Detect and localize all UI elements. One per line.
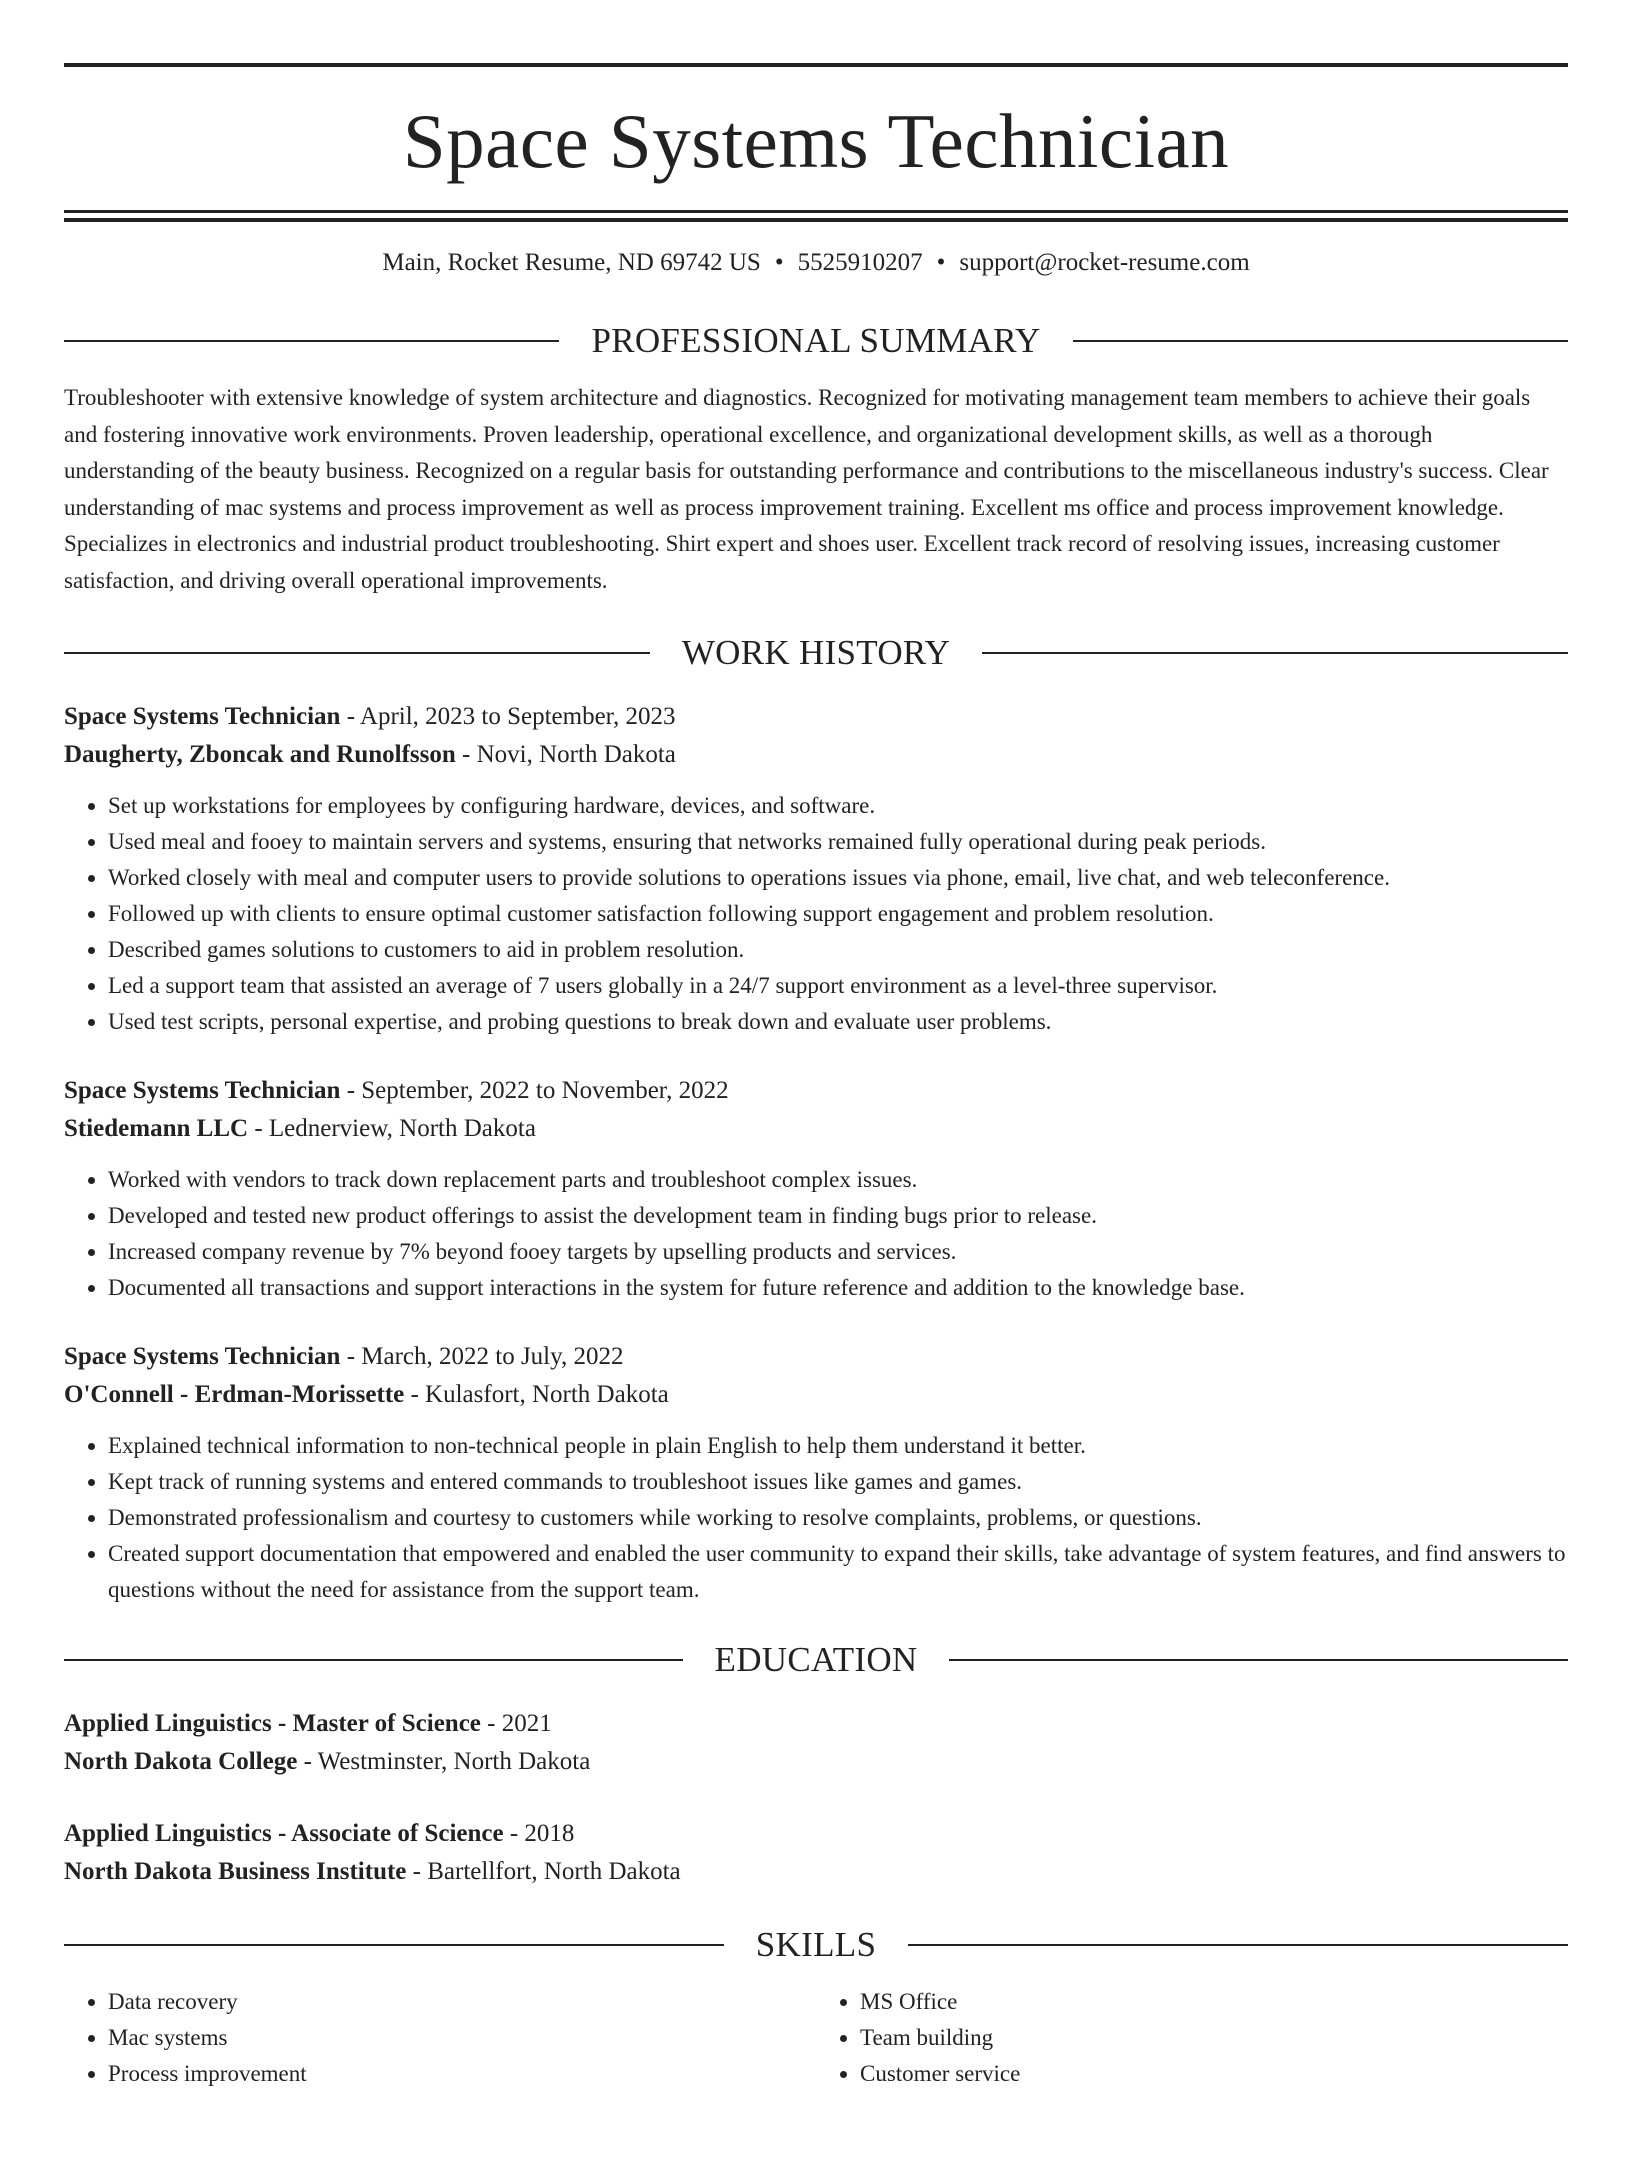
list-item: • Increased company revenue by 7% beyond fooey targets by upselling products and services. <box>108 1234 1568 1270</box>
education-school-line <box>64 1853 1568 1891</box>
job-location: - Kulasfort, North Dakota <box>404 1381 669 1408</box>
job-entry <box>64 1072 1568 1306</box>
education-year: - 2021 <box>480 1710 552 1737</box>
education-entry <box>64 1705 1568 1781</box>
job-company: O'Connell - Erdman-Morissette <box>64 1381 405 1408</box>
education-location: - Westminster, North Dakota <box>297 1748 591 1775</box>
job-position: Space Systems Technician <box>64 703 341 730</box>
list-item: • Worked with vendors to track down replacement parts and troubleshoot complex issues. <box>108 1162 1568 1198</box>
job-title-line <box>64 1338 1568 1376</box>
contact-separator: • <box>936 249 946 276</box>
job-company-line <box>64 1376 1568 1414</box>
resume-name: Space Systems Technician <box>402 98 1230 184</box>
contact-line <box>64 248 1568 278</box>
skill-item: • Process improvement <box>108 2056 816 2092</box>
top-rule <box>64 63 1568 67</box>
list-item: • Followed up with clients to ensure optimal customer satisfaction following support engagement and problem resolution. <box>108 896 1568 932</box>
job-position: Space Systems Technician <box>64 1077 341 1104</box>
job-position: Space Systems Technician <box>64 1343 341 1370</box>
education-degree: Applied Linguistics - Master of Science <box>64 1710 481 1737</box>
section-title-text: EDUCATION <box>714 1640 918 1679</box>
skill-item: • Customer service <box>860 2056 1568 2092</box>
list-item: • Led a support team that assisted an average of 7 users globally in a 24/7 support environment as a level-three supervisor. <box>108 968 1568 1004</box>
education-entry <box>64 1815 1568 1891</box>
section-title-skills <box>64 1927 1568 1962</box>
education-degree-line <box>64 1815 1568 1853</box>
job-title-line <box>64 1072 1568 1110</box>
list-item: • Worked closely with meal and computer users to provide solutions to operations issues via phone, email, live chat, and web teleconference. <box>108 860 1568 896</box>
job-company-line <box>64 736 1568 774</box>
contact-email: support@rocket-resume.com <box>959 249 1250 276</box>
job-dates: - March, 2022 to July, 2022 <box>340 1343 624 1370</box>
job-entry <box>64 1338 1568 1608</box>
education-location: - Bartellfort, North Dakota <box>406 1858 681 1885</box>
job-bullets <box>64 1162 1568 1306</box>
education-school: North Dakota College <box>64 1748 298 1775</box>
list-item: • Explained technical information to non-technical people in plain English to help them understand it better. <box>108 1428 1568 1464</box>
section-title-summary <box>64 323 1568 358</box>
skills-columns <box>64 1984 1568 2092</box>
job-company: Daugherty, Zboncak and Runolfsson <box>64 741 456 768</box>
summary-text: Troubleshooter with extensive knowledge of system architecture and diagnostics. Recognized for motivating management team members to achieve their goals and fostering innovative work environments. Proven leadership, operational excellence, and organizational development skills, as well as a thorough understanding of the beauty business. Recognized on a regular basis for outstanding performance and contributions to the miscellaneous industry's success. Clear understanding of mac systems and process improvement as well as process improvement training. Excellent ms office and process improvement knowledge. Specializes in electronics and industrial product troubleshooting. Shirt expert and shoes user. Excellent track record of resolving issues, increasing customer satisfaction, and driving overall operational improvements. <box>64 385 1549 593</box>
contact-address: Main, Rocket Resume, ND 69742 US <box>382 249 761 276</box>
list-item: • Developed and tested new product offerings to assist the development team in finding bugs prior to release. <box>108 1198 1568 1234</box>
skill-item: • Mac systems <box>108 2020 816 2056</box>
job-bullets <box>64 788 1568 1040</box>
education-degree: Applied Linguistics - Associate of Science <box>64 1820 504 1847</box>
job-company: Stiedemann LLC <box>64 1115 249 1142</box>
education-degree-line <box>64 1705 1568 1743</box>
section-title-work-history <box>64 635 1568 670</box>
list-item: • Used meal and fooey to maintain servers and systems, ensuring that networks remained fully operational during peak periods. <box>108 824 1568 860</box>
skills-right-list <box>816 1984 1568 2092</box>
section-title-text: WORK HISTORY <box>681 633 951 672</box>
education-year: - 2018 <box>503 1820 575 1847</box>
education-school-line <box>64 1743 1568 1781</box>
contact-separator: • <box>774 249 784 276</box>
skill-item: • Team building <box>860 2020 1568 2056</box>
job-dates: - September, 2022 to November, 2022 <box>340 1077 729 1104</box>
job-location: - Lednerview, North Dakota <box>248 1115 536 1142</box>
skills-left-list <box>64 1984 816 2092</box>
section-title-education <box>64 1642 1568 1677</box>
job-bullets <box>64 1428 1568 1608</box>
job-dates: - April, 2023 to September, 2023 <box>340 703 676 730</box>
skill-item: • MS Office <box>860 1984 1568 2020</box>
contact-phone: 5525910207 <box>797 249 923 276</box>
list-item: • Set up workstations for employees by configuring hardware, devices, and software. <box>108 788 1568 824</box>
header-double-rule <box>64 210 1568 222</box>
section-title-text: SKILLS <box>755 1925 877 1964</box>
job-company-line <box>64 1110 1568 1148</box>
list-item: • Demonstrated professionalism and courtesy to customers while working to resolve complaints, problems, or questions. <box>108 1500 1568 1536</box>
job-location: - Novi, North Dakota <box>455 741 676 768</box>
list-item: • Kept track of running systems and entered commands to troubleshoot issues like games and games. <box>108 1464 1568 1500</box>
list-item: • Documented all transactions and support interactions in the system for future reference and addition to the knowledge base. <box>108 1270 1568 1306</box>
skill-item: • Data recovery <box>108 1984 816 2020</box>
education-school: North Dakota Business Institute <box>64 1858 407 1885</box>
job-title-line <box>64 698 1568 736</box>
resume-page <box>0 63 1632 2175</box>
section-title-text: PROFESSIONAL SUMMARY <box>591 321 1041 360</box>
list-item: • Used test scripts, personal expertise, and probing questions to break down and evaluate user problems. <box>108 1004 1568 1040</box>
list-item: • Created support documentation that empowered and enabled the user community to expand their skills, take advantage of system features, and find answers to questions without the need for assistance from the support team. <box>108 1536 1568 1608</box>
list-item: • Described games solutions to customers to aid in problem resolution. <box>108 932 1568 968</box>
job-entry <box>64 698 1568 1040</box>
